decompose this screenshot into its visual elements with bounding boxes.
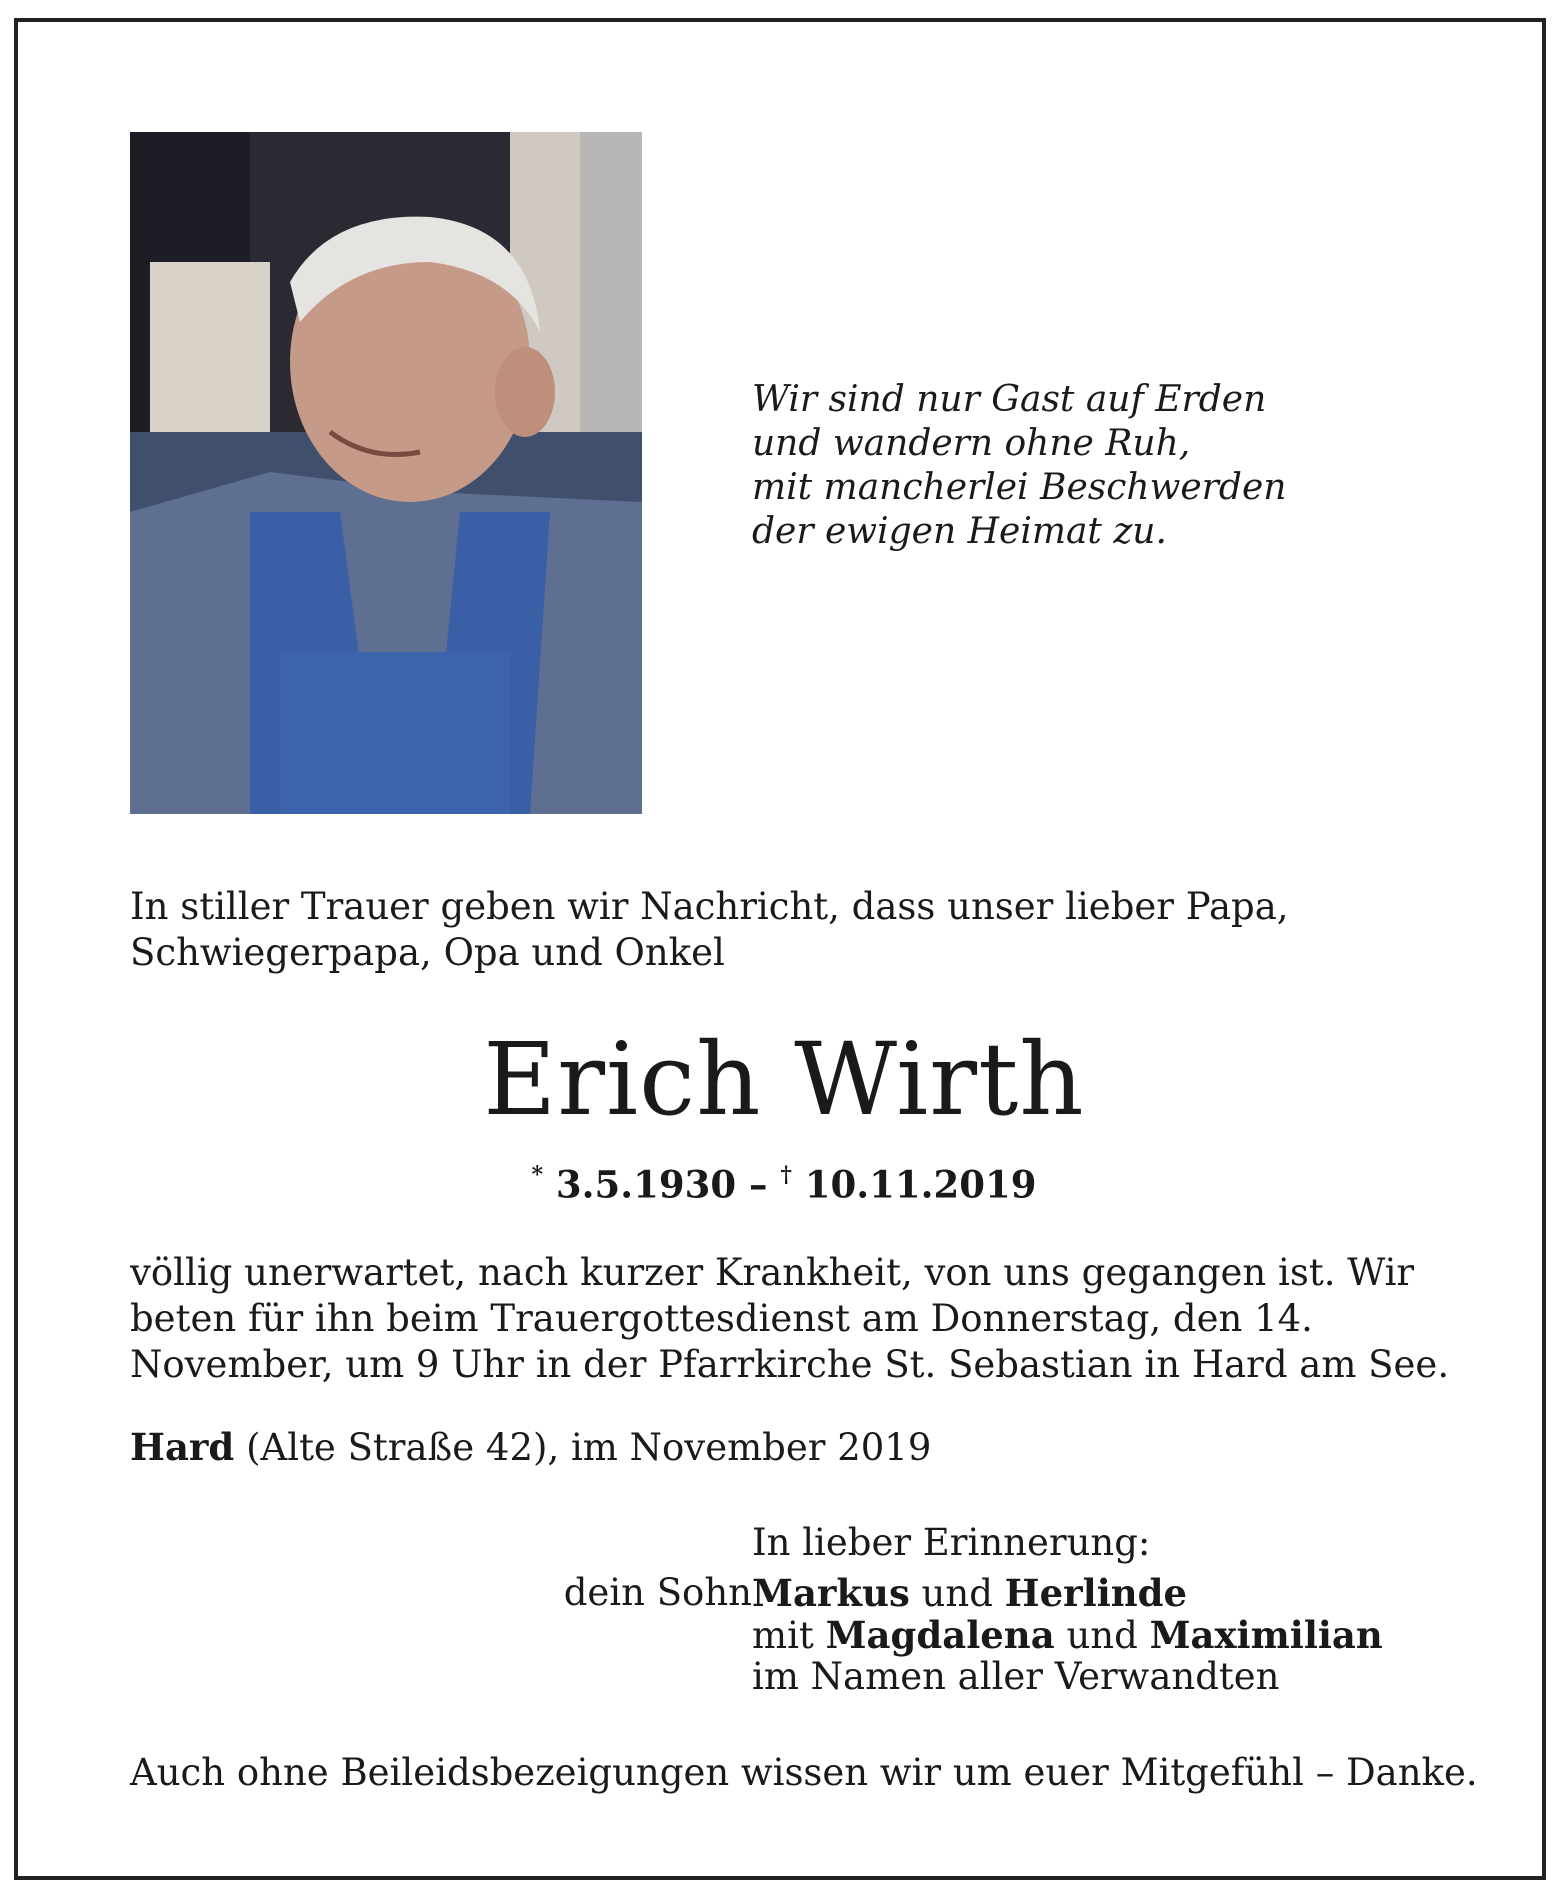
mourner-lead: mit bbox=[752, 1614, 826, 1657]
poem-line: der ewigen Heimat zu. bbox=[752, 511, 1167, 552]
life-dates bbox=[0, 1152, 1568, 1209]
mourner-name: Magdalena bbox=[825, 1613, 1055, 1657]
poem-line: Wir sind nur Gast auf Erden bbox=[752, 379, 1267, 420]
place-town: Hard bbox=[130, 1425, 235, 1469]
place-rest: (Alte Straße 42), im November 2019 bbox=[234, 1426, 932, 1469]
death-symbol: † bbox=[780, 1162, 792, 1188]
mourner-conjunction: und bbox=[1054, 1614, 1150, 1657]
memory-line-1 bbox=[752, 1570, 1187, 1617]
deceased-name: Erich Wirth bbox=[483, 1021, 1085, 1138]
poem-line: mit mancherlei Beschwerden bbox=[752, 467, 1287, 508]
poem bbox=[752, 378, 1286, 554]
date-separator: – bbox=[749, 1162, 768, 1207]
portrait-illustration bbox=[130, 132, 642, 814]
memory-label: In lieber Erinnerung: bbox=[752, 1521, 1151, 1564]
memory-line-3: im Namen aller Verwandten bbox=[752, 1655, 1280, 1698]
body-text: völlig unerwartet, nach kurzer Krankheit, von uns gegangen ist. Wir beten für ihn beim Trauergottesdienst am Donnerstag, den 14. November, um 9 Uhr in der Pfarrkirche St. Sebastian in Hard am See. bbox=[130, 1251, 1450, 1386]
mourner-name: Markus bbox=[752, 1571, 910, 1615]
mourner-name: Herlinde bbox=[1004, 1571, 1188, 1615]
closing-text: Auch ohne Beileidsbezeigungen wissen wir um euer Mitgefühl – Danke. bbox=[130, 1751, 1478, 1794]
memory-prefix: dein Sohn bbox=[563, 1571, 752, 1614]
mourner-name: Maximilian bbox=[1149, 1613, 1383, 1657]
place-line bbox=[130, 1424, 931, 1471]
death-date: 10.11.2019 bbox=[804, 1162, 1037, 1207]
birth-symbol: * bbox=[531, 1162, 543, 1188]
poem-line: und wandern ohne Ruh, bbox=[752, 423, 1191, 464]
birth-date: 3.5.1930 bbox=[555, 1162, 737, 1207]
memory-line-2 bbox=[752, 1612, 1383, 1659]
mourner-conjunction: und bbox=[909, 1572, 1005, 1615]
intro-text: In stiller Trauer geben wir Nachricht, dass unser lieber Papa, Schwiegerpapa, Opa und Onkel bbox=[130, 885, 1289, 974]
portrait-photo bbox=[130, 132, 642, 814]
